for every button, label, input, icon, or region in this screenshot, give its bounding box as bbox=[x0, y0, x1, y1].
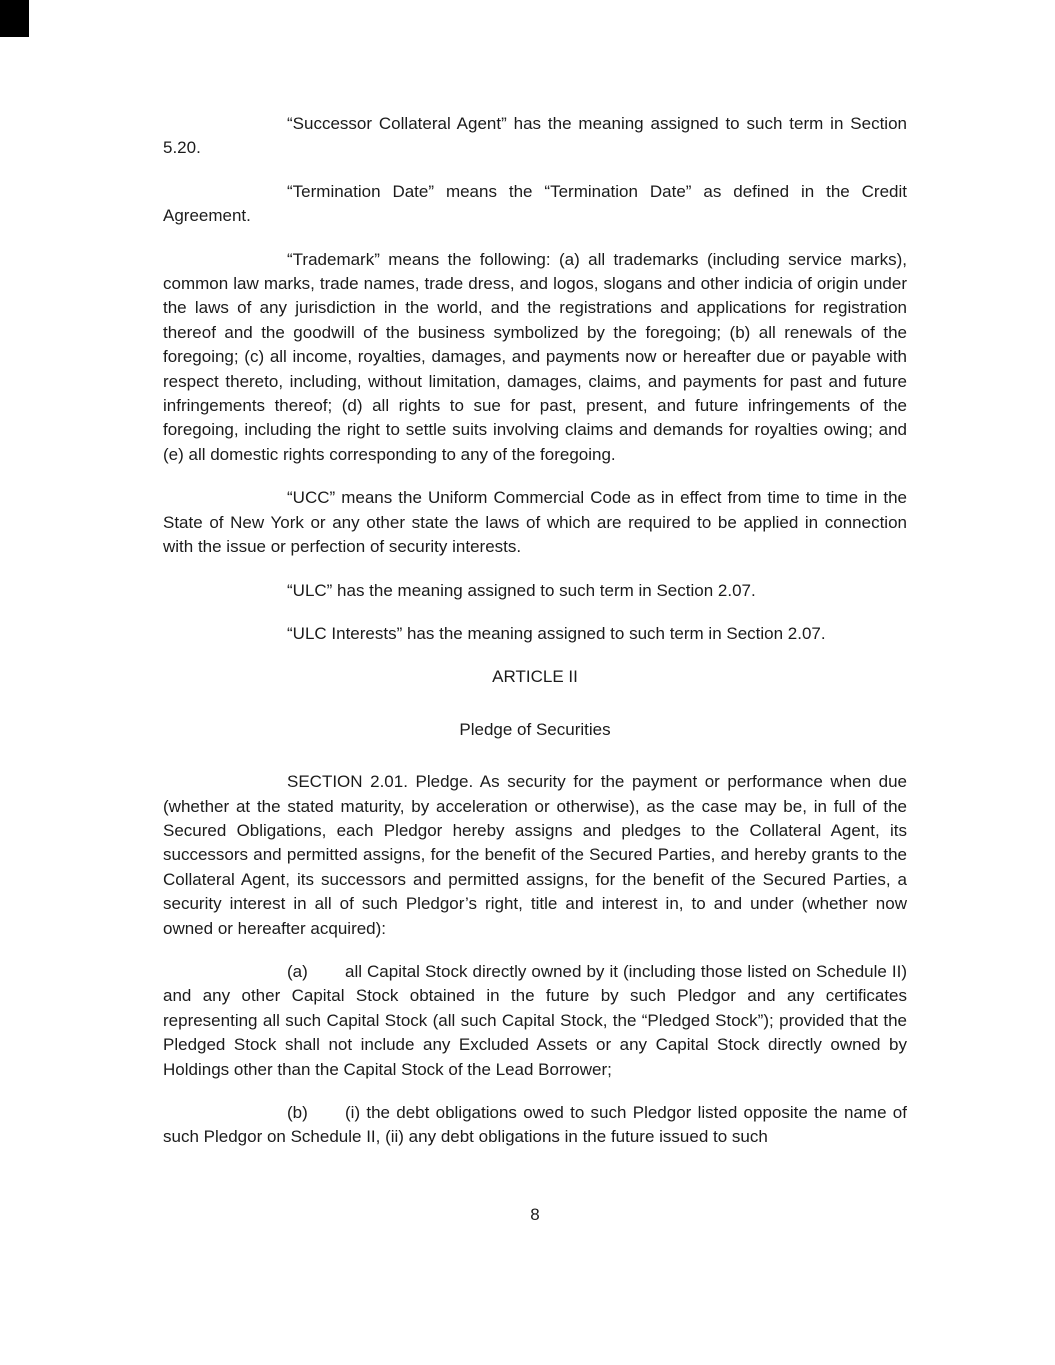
clause-a-label: (a) bbox=[287, 961, 308, 981]
article-heading: ARTICLE II bbox=[492, 667, 578, 687]
section-2-01-pledge-paragraph: SECTION 2.01. Pledge. As security for the payment or performance when due (whether at the stated maturity, by acceleration or otherwise), as the case may be, in full of the Secured Obligations, each Pledgor hereby assigns and pledges to the Collateral Agent, its successors and permitted assigns, for the benefit of the Secured Parties, and hereby grants to the Collateral Agent, its successors and permitted assigns, for the benefit of the Secured Parties, a security interest in all of such Pledgor’s right, title and interest in, to and under (whether now owned or hereafter acquired): bbox=[163, 772, 907, 938]
definition-ucc: “UCC” means the Uniform Commercial Code as in effect from time to time in the State of New York or any other state the laws of which are required to be applied in connection with the issue or perfection of security interests. bbox=[163, 488, 907, 557]
page-number: 8 bbox=[530, 1204, 540, 1224]
clause-b-label: (b) bbox=[287, 1103, 308, 1122]
clause-b-text: (i) the debt obligations owed to such Pledgor listed opposite the name of such Pledgor on Schedule II, (ii) any debt obligations in the future issued to such bbox=[163, 1103, 907, 1147]
clause-a-text: all Capital Stock directly owned by it (including those listed on Schedule II) and any other Capital Stock obtained in the future by such Pledgor and any certificates representing all such Capital Stock (all such Capital Stock, the “Pledged Stock”); provided that the Pledged Stock shall not include any Excluded Assets or any Capital Stock directly owned by Holdings other than the Capital Stock of the Lead Borrower; bbox=[163, 961, 907, 1079]
scan-artifact-corner bbox=[0, 0, 29, 37]
definition-successor-collateral-agent: “Successor Collateral Agent” has the meaning assigned to such term in Section 5.20. bbox=[163, 114, 907, 158]
definition-termination-date: “Termination Date” means the “Termination Date” as defined in the Credit Agreement. bbox=[163, 181, 907, 226]
definition-ulc-interests: “ULC Interests” has the meaning assigned to such term in Section 2.07. bbox=[287, 623, 826, 643]
definition-trademark: “Trademark” means the following: (a) all trademarks (including service marks), common law marks, trade names, trade dress, and logos, slogans and other indicia of origin under the laws of any jurisdiction in the world, and the registrations and applications for registration thereof and the goodwill of the business symbolized by the foregoing; (b) all renewals of the foregoing; (c) all income, royalties, damages, and payments now or hereafter due or payable with respect thereto, including, without limitation, damages, claims, and payments for past and future infringements thereof; (d) all rights to sue for past, present, and future infringements of the foregoing, including the right to settle suits involving claims and demands for royalties owing; and (e) all domestic rights corresponding to any of the foregoing. bbox=[163, 249, 907, 464]
article-subtitle: Pledge of Securities bbox=[459, 719, 611, 739]
definition-ulc: “ULC” has the meaning assigned to such term in Section 2.07. bbox=[287, 580, 756, 600]
clause-a bbox=[163, 960, 907, 1082]
clause-b bbox=[163, 1101, 907, 1150]
page-content bbox=[163, 112, 907, 1169]
